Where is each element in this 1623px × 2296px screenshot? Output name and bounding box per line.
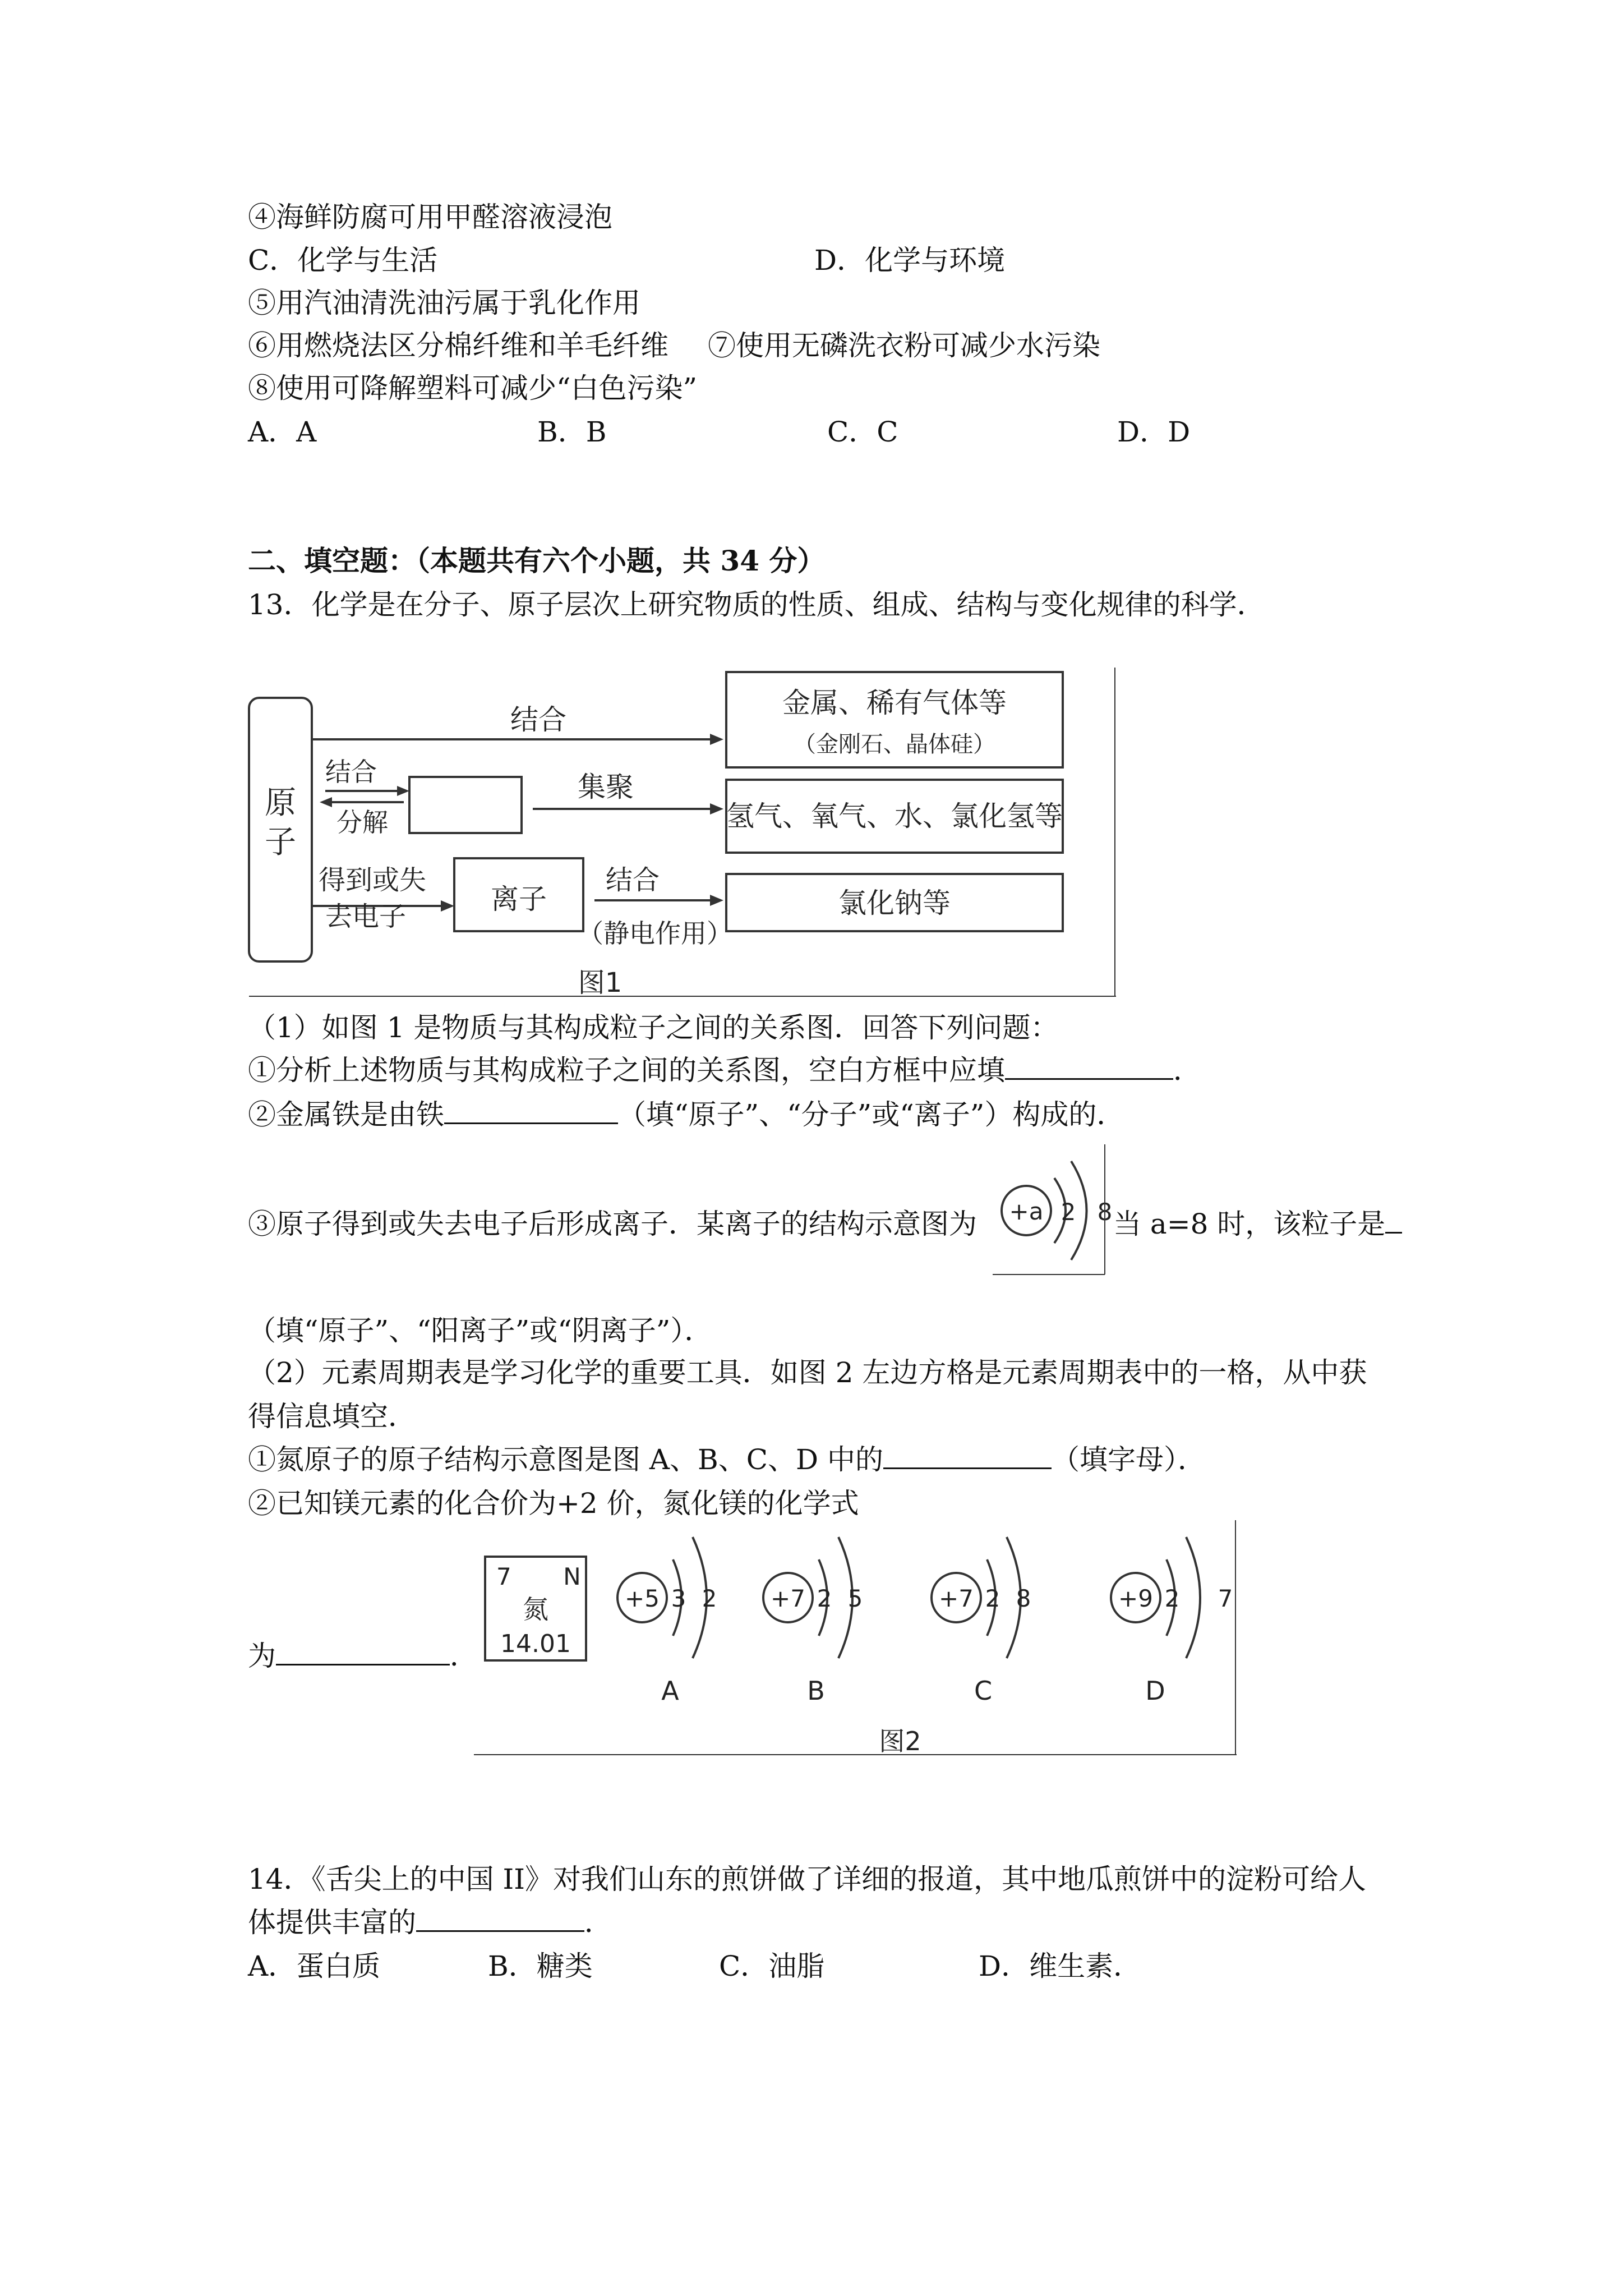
- fig1-combine-2: 结合: [325, 757, 377, 787]
- q13-p1-q3-cont: [1113, 1206, 1402, 1242]
- fig1-combine-3: 结合: [606, 864, 660, 896]
- q14-option-c: C．油脂: [719, 1950, 825, 1982]
- atom-a-shell-1: 3: [671, 1585, 686, 1612]
- section-title: 二、填空题：（本题共有六个小题，共 34 分）: [248, 544, 826, 577]
- atom-b-nucleus: +7: [771, 1585, 805, 1612]
- q12-option-a: A．A: [248, 416, 317, 448]
- fig1-atom-1: 原: [265, 785, 296, 821]
- q13-p1-q1-text: ①分析上述物质与其构成粒子之间的关系图，空白方框中应填: [248, 1054, 1005, 1087]
- atom-d-nucleus: +9: [1118, 1585, 1153, 1612]
- q13-p1-q3-cont-text: 当 a=8 时，该粒子是: [1113, 1208, 1386, 1240]
- q14-option-b: B．糖类: [488, 1950, 593, 1982]
- fig1-ion: 离子: [491, 883, 547, 915]
- fig1-box1-line1: 金属、稀有气体等: [782, 687, 1007, 719]
- q13-p2-q2: ②已知镁元素的化合价为+2 价，氮化镁的化学式: [248, 1487, 859, 1520]
- periodic-cell: [485, 1557, 586, 1660]
- q13-p2-intro-1: （2）元素周期表是学习化学的重要工具．如图 2 左边方格是元素周期表中的一格，从中获: [248, 1356, 1367, 1389]
- fig1-decompose: 分解: [336, 807, 388, 838]
- cell-number: 7: [496, 1563, 511, 1590]
- fig1-electrostatic: （静电作用）: [578, 918, 732, 949]
- atom-d-label: D: [1145, 1676, 1165, 1706]
- q12-column-c: C．化学与生活: [248, 244, 438, 277]
- fig1-caption: 图1: [578, 967, 623, 999]
- atom-c-nucleus: +7: [939, 1585, 974, 1612]
- q12-item-6: ⑥用燃烧法区分棉纤维和羊毛纤维: [248, 329, 668, 362]
- q13-p1-q3-text: ③原子得到或失去电子后形成离子．某离子的结构示意图为: [248, 1208, 977, 1240]
- q12-option-b: B．B: [537, 416, 607, 448]
- fig1-atom-2: 子: [265, 824, 296, 861]
- fig1-box2: 氢气、氧气、水、氯化氢等: [726, 800, 1063, 832]
- q13-p1-q2-end: （填“原子”、“分子”或“离子”）构成的．: [618, 1098, 1125, 1131]
- q13-p2-q2-prefix: 为: [248, 1640, 276, 1672]
- q13-p1-q2: [248, 1097, 1124, 1133]
- answer-blank[interactable]: [883, 1443, 1052, 1469]
- q12-option-c: C．C: [827, 416, 898, 448]
- answer-blank[interactable]: [444, 1098, 618, 1124]
- ion-structure-diagram: [993, 1144, 1116, 1279]
- q12-item-7: ⑦使用无磷洗衣粉可减少水污染: [708, 329, 1100, 362]
- atom-b-shell-2: 5: [847, 1585, 863, 1612]
- q13-p2-q1-end: （填字母）．: [1051, 1443, 1206, 1476]
- q13-p2-intro-2: 得信息填空．: [248, 1400, 416, 1433]
- q14-option-a: A．蛋白质: [248, 1950, 381, 1982]
- atom-d-shell-2: 7: [1218, 1585, 1233, 1612]
- ion-shell-1: 2: [1061, 1198, 1076, 1226]
- fig1-box3: 氯化钠等: [838, 887, 951, 919]
- atom-b-shell-1: 2: [817, 1585, 832, 1612]
- q13-p2-q2-answer: [248, 1638, 478, 1674]
- atom-a-shell-2: 2: [702, 1585, 717, 1612]
- q14-stem-2: [248, 1904, 612, 1940]
- ion-nucleus: +a: [1009, 1198, 1044, 1225]
- atom-a-nucleus: +5: [625, 1585, 660, 1612]
- atom-c-label: C: [974, 1676, 993, 1706]
- q12-column-d: D．化学与环境: [814, 244, 1006, 277]
- q13-p1-q1-end: ．: [1173, 1054, 1201, 1087]
- fig1-box1-line2: （金刚石、晶体硅）: [794, 731, 995, 757]
- answer-blank[interactable]: [1005, 1053, 1173, 1080]
- q14-stem-2-text: 体提供丰富的: [248, 1906, 416, 1939]
- fig1-combine-1: 结合: [510, 703, 566, 736]
- ion-shell-2: 8: [1097, 1198, 1113, 1226]
- q14-stem-2-end: ．: [584, 1906, 612, 1939]
- q13-p2-q1: [248, 1442, 1206, 1478]
- q13-p1-q3: [248, 1206, 977, 1242]
- q13-stem: 13．化学是在分子、原子层次上研究物质的性质、组成、结构与变化规律的科学．: [248, 588, 1265, 621]
- q12-item-4: ④海鲜防腐可用甲醛溶液浸泡: [248, 201, 612, 233]
- q14-option-d: D．维生素．: [979, 1950, 1142, 1982]
- q14-stem-1: 14．《舌尖上的中国 II》对我们山东的煎饼做了详细的报道，其中地瓜煎饼中的淀粉可给人: [248, 1863, 1367, 1895]
- answer-blank[interactable]: [416, 1906, 584, 1932]
- blank-box: [409, 777, 522, 833]
- atom-a-label: A: [661, 1676, 679, 1706]
- q12-item-5: ⑤用汽油清洗油污属于乳化作用: [248, 287, 640, 319]
- q13-p1-q1: [248, 1052, 1201, 1088]
- fig2-caption: 图2: [879, 1726, 921, 1756]
- figure-2: [474, 1515, 1248, 1761]
- q13-p1-intro: （1）如图 1 是物质与其构成粒子之间的关系图．回答下列问题：: [248, 1011, 1059, 1044]
- fig1-gain-lose-2: 去电子: [325, 901, 407, 932]
- fig1-gather: 集聚: [578, 771, 634, 803]
- cell-symbol: N: [563, 1563, 581, 1590]
- cell-name: 氮: [523, 1594, 548, 1625]
- cell-mass: 14.01: [500, 1630, 571, 1658]
- atom-b-label: B: [807, 1676, 825, 1706]
- figure-1: [241, 662, 1122, 1004]
- q12-item-8: ⑧使用可降解塑料可减少“白色污染”: [248, 372, 698, 404]
- q13-p2-q1-text: ①氮原子的原子结构示意图是图 A、B、C、D 中的: [248, 1443, 883, 1476]
- answer-blank[interactable]: [276, 1639, 450, 1665]
- atom-d-shell-1: 2: [1164, 1585, 1180, 1612]
- q13-p2-q2-end: ．: [450, 1640, 478, 1672]
- atom-c-shell-1: 2: [985, 1585, 1000, 1612]
- q13-p1-q3-tail: （填“原子”、“阳离子”或“阴离子”）．: [248, 1314, 713, 1347]
- q13-p1-q2-text: ②金属铁是由铁: [248, 1098, 444, 1131]
- answer-blank[interactable]: [1385, 1207, 1402, 1234]
- atom-c-shell-2: 8: [1016, 1585, 1031, 1612]
- fig1-gain-lose-1: 得到或失: [319, 864, 427, 896]
- q12-option-d: D．D: [1117, 416, 1191, 448]
